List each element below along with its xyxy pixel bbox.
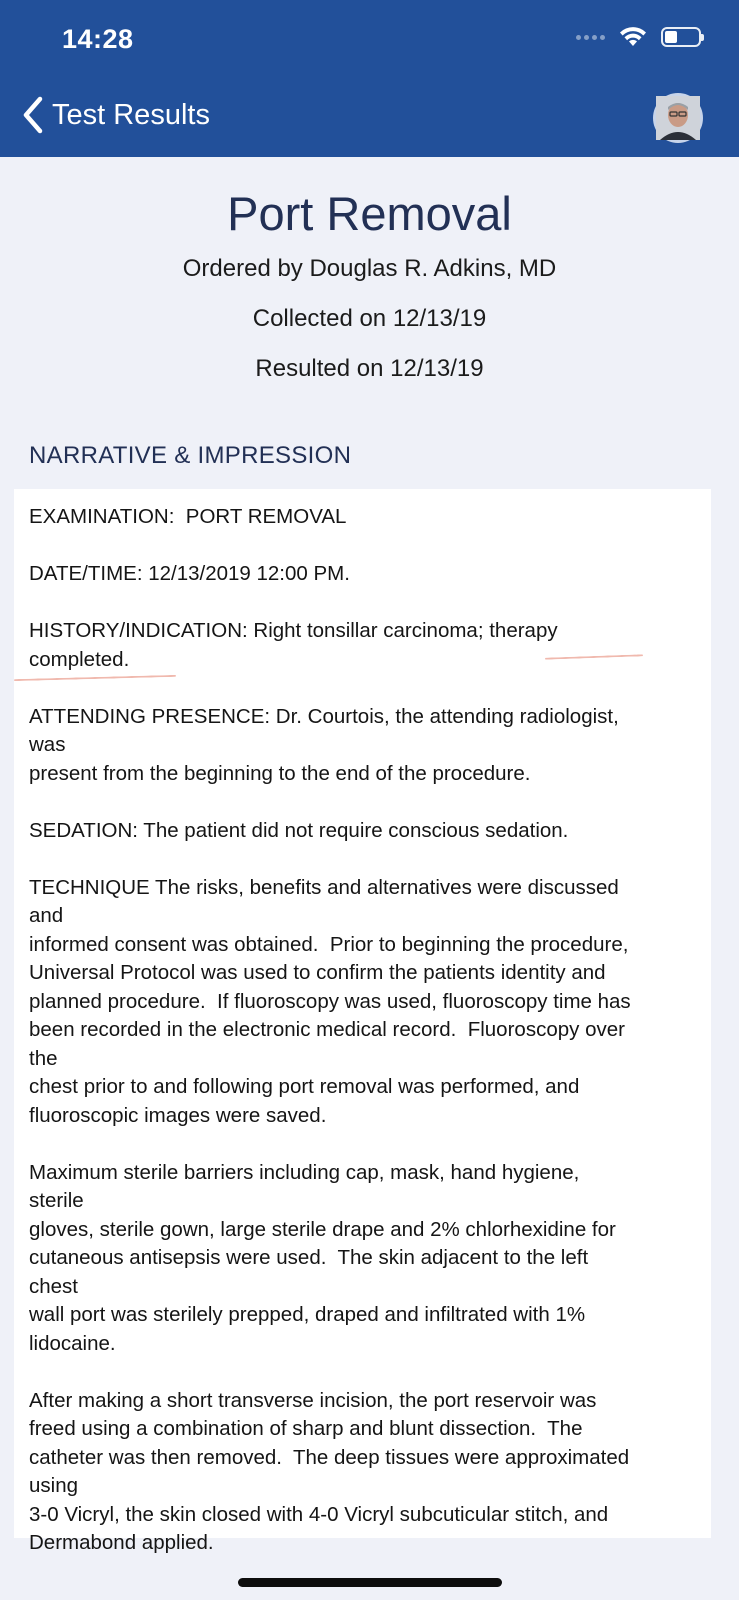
- avatar[interactable]: [653, 93, 703, 143]
- narrative-line: present from the beginning to the end of the procedure.: [29, 761, 531, 785]
- narrative-line: the: [29, 1046, 58, 1070]
- narrative-paragraph: [29, 1387, 696, 1558]
- status-icons: [576, 26, 701, 48]
- battery-icon: [661, 27, 701, 47]
- narrative-line: sterile: [29, 1189, 84, 1212]
- narrative-line: was: [29, 733, 66, 756]
- narrative-line: cutaneous antisepsis were used. The skin adjacent to the left: [29, 1246, 589, 1269]
- narrative-line: HISTORY/INDICATION: Right tonsillar carcinoma; therapy: [29, 619, 558, 642]
- narrative-line: Maximum sterile barriers including cap, mask, hand hygiene,: [29, 1160, 580, 1184]
- chevron-left-icon: [22, 96, 44, 134]
- narrative-line: informed consent was obtained. Prior to beginning the procedure,: [29, 932, 629, 956]
- narrative-line: completed.: [29, 647, 130, 671]
- back-button[interactable]: [22, 96, 210, 134]
- section-title: NARRATIVE & IMPRESSION: [29, 442, 352, 469]
- result-header: [0, 157, 739, 383]
- narrative-line: chest: [29, 1274, 78, 1298]
- narrative-line: After making a short transverse incision, the port reservoir was: [29, 1388, 597, 1412]
- narrative-line: been recorded in the electronic medical record. Fluoroscopy over: [29, 1018, 625, 1041]
- narrative-line: ATTENDING PRESENCE: Dr. Courtois, the attending radiologist,: [29, 704, 619, 728]
- narrative-paragraph: [29, 1159, 696, 1359]
- resulted-date: Resulted on 12/13/19: [255, 355, 484, 382]
- narrative-line: DATE/TIME: 12/13/2019 12:00 PM.: [29, 562, 350, 585]
- narrative-paragraph: [29, 560, 696, 589]
- narrative-line: Universal Protocol was used to confirm the patients identity and: [29, 961, 606, 984]
- narrative-line: Dermabond applied.: [29, 1531, 214, 1554]
- navigation-bar: [0, 0, 739, 157]
- narrative-line: freed using a combination of sharp and blunt dissection. The: [29, 1417, 583, 1440]
- narrative-line: chest prior to and following port removal was performed, and: [29, 1075, 580, 1098]
- narrative-line: fluoroscopic images were saved.: [29, 1103, 327, 1127]
- back-label: Test Results: [52, 98, 210, 131]
- wifi-icon: [619, 26, 647, 48]
- narrative-line: planned procedure. If fluoroscopy was used, fluoroscopy time has: [29, 989, 631, 1013]
- narrative-paragraph: [29, 817, 696, 846]
- narrative-line: EXAMINATION: PORT REMOVAL: [29, 505, 347, 528]
- page-title: Port Removal: [227, 187, 512, 240]
- narrative-paragraph: [29, 874, 696, 1131]
- narrative-paragraph: [29, 703, 696, 789]
- narrative-line: gloves, sterile gown, large sterile drape and 2% chlorhexidine for: [29, 1217, 616, 1241]
- home-indicator: [238, 1578, 502, 1587]
- signal-icon: [576, 35, 605, 40]
- collected-date: Collected on 12/13/19: [252, 305, 487, 332]
- narrative-line: using: [29, 1474, 79, 1497]
- status-time: 14:28: [62, 24, 134, 54]
- narrative-line: TECHNIQUE The risks, benefits and alternatives were discussed: [29, 875, 619, 899]
- narrative-line: lidocaine.: [29, 1331, 116, 1355]
- narrative-line: SEDATION: The patient did not require conscious sedation.: [29, 818, 569, 842]
- ordered-by: Ordered by Douglas R. Adkins, MD: [182, 255, 557, 282]
- person-icon: [656, 96, 700, 140]
- narrative-line: wall port was sterilely prepped, draped and infiltrated with 1%: [29, 1303, 586, 1326]
- narrative-line: catheter was then removed. The deep tissues were approximated: [29, 1445, 630, 1469]
- narrative-paragraph: [29, 503, 696, 532]
- narrative-line: and: [29, 904, 64, 927]
- narrative-paragraph: [29, 617, 696, 674]
- narrative-line: 3-0 Vicryl, the skin closed with 4-0 Vicryl subcuticular stitch, and: [29, 1502, 609, 1526]
- narrative-card[interactable]: [14, 489, 711, 1554]
